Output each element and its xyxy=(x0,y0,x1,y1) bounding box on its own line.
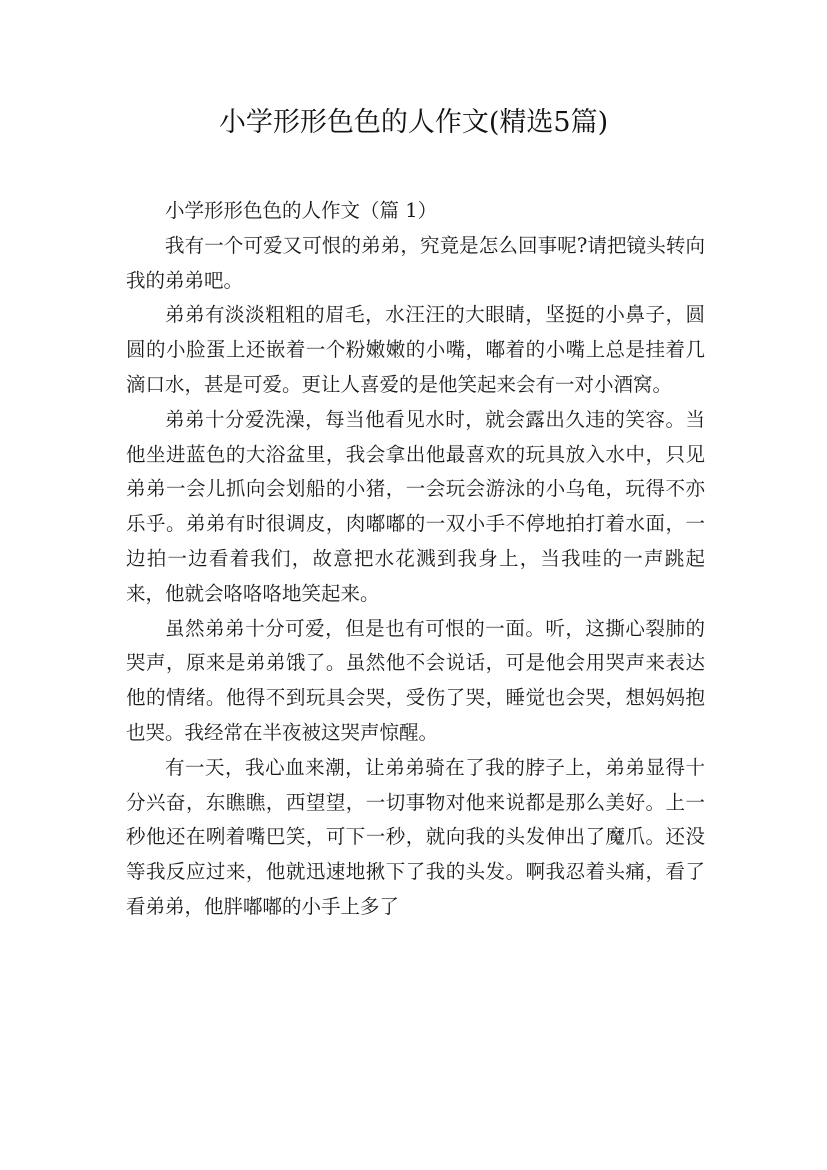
paragraph: 虽然弟弟十分可爱，但是也有可恨的一面。听，这撕心裂肺的哭声，原来是弟弟饿了。虽然他不会说话，可是他会用哭声来表达他的情绪。他得不到玩具会哭，受伤了哭，睡觉也会哭，想妈妈抱也哭。我经常在半夜被这哭声惊醒。 xyxy=(126,616,705,744)
paragraph: 我有一个可爱又可恨的弟弟，究竟是怎么回事呢?请把镜头转向我的弟弟吧。 xyxy=(126,233,705,292)
section-heading: 小学形形色色的人作文（篇 1） xyxy=(165,199,438,222)
document-title: 小学形形色色的人作文(精选5篇) xyxy=(218,107,609,138)
document-body xyxy=(126,194,705,925)
paragraph: 弟弟十分爱洗澡，每当他看见水时，就会露出久违的笑容。当他坐进蓝色的大浴盆里，我会拿出他最喜欢的玩具放入水中，只见弟弟一会儿抓向会划船的小猪，一会玩会游泳的小乌龟，玩得不亦乐乎。弟弟有时很调皮，肉嘟嘟的一双小手不停地拍打着水面，一边拍一边看着我们，故意把水花溅到我身上，当我哇的一声跳起来，他就会咯咯咯地笑起来。 xyxy=(126,407,705,605)
paragraph: 弟弟有淡淡粗粗的眉毛，水汪汪的大眼睛，坚挺的小鼻子，圆圆的小脸蛋上还嵌着一个粉嫩嫩的小嘴，嘟着的小嘴上总是挂着几滴口水，甚是可爱。更让人喜爱的是他笑起来会有一对小酒窝。 xyxy=(126,303,705,396)
paragraph: 有一天，我心血来潮，让弟弟骑在了我的脖子上，弟弟显得十分兴奋，东瞧瞧，西望望，一切事物对他来说都是那么美好。上一秒他还在咧着嘴巴笑，可下一秒，就向我的头发伸出了魔爪。还没等我反应过来，他就迅速地揪下了我的头发。啊我忍着头痛，看了看弟弟，他胖嘟嘟的小手上多了 xyxy=(126,755,705,918)
